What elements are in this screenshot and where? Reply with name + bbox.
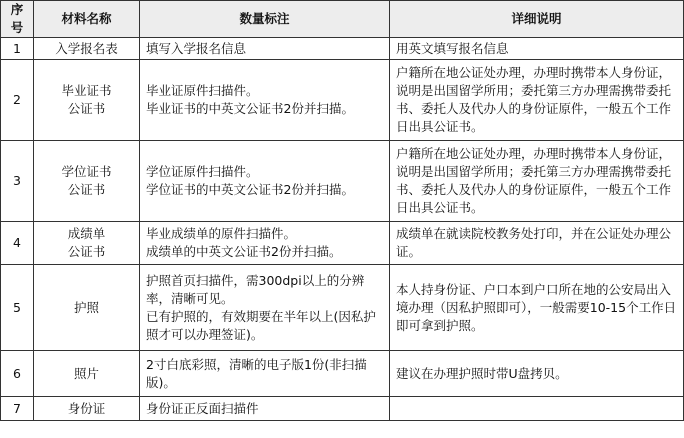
- row-number: 3: [1, 141, 34, 222]
- material-name: [34, 38, 140, 60]
- table-row: [1, 397, 684, 421]
- material-name-line: 毕业证书: [61, 83, 112, 98]
- detail-text: 本人持身份证、户口本到户口所在地的公安局出入境办理（因私护照即可），一般需要10-15个工作日即可拿到护照。: [396, 281, 677, 333]
- material-name: [34, 60, 140, 141]
- quantity-line: 成绩单的中英文公证书2份并扫描。: [146, 244, 342, 259]
- table-row: [1, 60, 684, 141]
- quantity-line: 学位证原件扫描件。: [146, 164, 259, 179]
- detail-note: [390, 38, 684, 60]
- detail-note: [390, 397, 684, 421]
- material-name-line: 照片: [73, 365, 99, 381]
- material-name: [34, 351, 140, 397]
- quantity-line: 毕业证原件扫描件。: [146, 83, 259, 98]
- material-name-line: 公证书: [67, 244, 106, 259]
- quantity-line: 身份证正反面扫描件: [146, 400, 259, 416]
- quantity-note: [140, 351, 390, 397]
- material-name: [34, 265, 140, 351]
- material-name: [34, 222, 140, 265]
- row-number: 6: [1, 351, 34, 397]
- quantity-note: [140, 38, 390, 60]
- table-row: [1, 222, 684, 265]
- table-row: [1, 265, 684, 351]
- table-row: [1, 141, 684, 222]
- material-name: [34, 141, 140, 222]
- detail-text: 用英文填写报名信息: [396, 40, 509, 56]
- quantity-line: 填写入学报名信息: [146, 40, 247, 56]
- table-row: [1, 351, 684, 397]
- quantity-line: 已有护照的，有效期要在半年以上(因私护照才可以办理签证)。: [146, 308, 376, 342]
- detail-note: [390, 60, 684, 141]
- material-name-line: 身份证: [67, 400, 106, 416]
- material-name: [34, 397, 140, 421]
- material-name-line: 学位证书: [61, 164, 112, 179]
- detail-note: [390, 141, 684, 222]
- detail-text: 成绩单在就读院校教务处打印，并在公证处办理公证。: [396, 226, 672, 259]
- quantity-note: [140, 141, 390, 222]
- row-number: 2: [1, 60, 34, 141]
- row-number: 7: [1, 397, 34, 421]
- detail-note: [390, 351, 684, 397]
- detail-note: [390, 222, 684, 265]
- quantity-note: [140, 397, 390, 421]
- quantity-line: 护照首页扫描件，需300dpi以上的分辨率，清晰可见。: [146, 272, 365, 306]
- quantity-line: 毕业证书的中英文公证书2份并扫描。: [146, 101, 354, 116]
- detail-text: 户籍所在地公证处办理，办理时携带本人身份证，说明是出国留学所用；委托第三方办理需携带委托书、委托人及代办人的身份证原件，一般五个工作日出具公证书。: [396, 65, 672, 134]
- detail-note: [390, 265, 684, 351]
- header-no: 序号: [1, 1, 34, 38]
- detail-text: 户籍所在地公证处办理，办理时携带本人身份证，说明是出国留学所用；委托第三方办理需携带委托书、委托人及代办人的身份证原件，一般五个工作日出具公证书。: [396, 146, 672, 215]
- row-number: 4: [1, 222, 34, 265]
- quantity-line: 毕业成绩单的原件扫描件。: [146, 226, 297, 241]
- table-header-row: [1, 1, 684, 38]
- material-name-line: 公证书: [67, 101, 106, 116]
- detail-text: 建议在办理护照时带U盘拷贝。: [396, 365, 568, 381]
- quantity-note: [140, 222, 390, 265]
- quantity-line: 学位证书的中英文公证书2份并扫描。: [146, 182, 354, 197]
- quantity-note: [140, 60, 390, 141]
- row-number: 5: [1, 265, 34, 351]
- header-quantity: 数量标注: [140, 1, 390, 38]
- material-name-line: 成绩单: [67, 226, 106, 241]
- header-detail: 详细说明: [390, 1, 684, 38]
- quantity-line: 2寸白底彩照，清晰的电子版1份(非扫描版)。: [146, 356, 367, 390]
- material-name-line: 护照: [73, 299, 99, 315]
- material-name-line: 公证书: [67, 182, 106, 197]
- quantity-note: [140, 265, 390, 351]
- material-name-line: 入学报名表: [55, 40, 118, 56]
- row-number: 1: [1, 38, 34, 60]
- table-row: [1, 38, 684, 60]
- header-name: 材料名称: [34, 1, 140, 38]
